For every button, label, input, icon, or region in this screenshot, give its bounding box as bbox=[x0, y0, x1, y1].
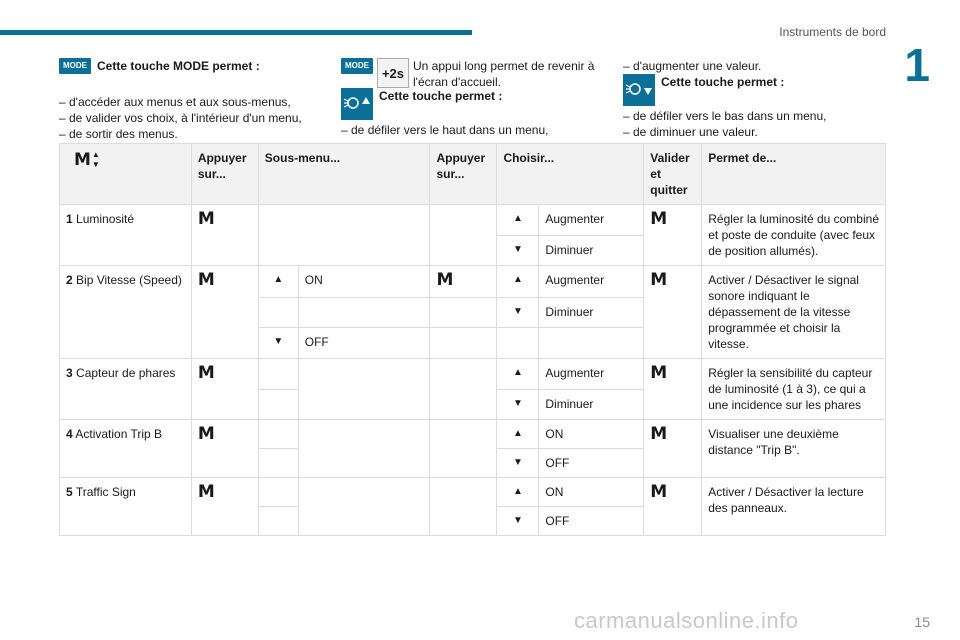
long-press-2s-icon: +2s bbox=[377, 58, 409, 88]
down-arrow-icon: ▼ bbox=[497, 449, 539, 478]
submenu-label: OFF bbox=[298, 328, 430, 359]
settings-table bbox=[59, 143, 886, 536]
m-button-icon: M bbox=[191, 205, 258, 266]
table-row bbox=[60, 478, 886, 507]
up-arrow-icon: ▲ bbox=[497, 266, 539, 298]
m-button-icon: M bbox=[191, 478, 258, 536]
row-description: Activer / Désactiver la lecture des panneaux. bbox=[702, 478, 886, 536]
up-arrow-icon: ▲ bbox=[497, 359, 539, 390]
m-button-icon: M bbox=[644, 359, 702, 420]
table-row bbox=[60, 266, 886, 298]
row-label: 1 Luminosité bbox=[60, 205, 192, 266]
mode-button-icon: MODE bbox=[59, 58, 91, 74]
header-press-2: Appuyer sur... bbox=[430, 144, 497, 205]
row-description: Régler la sensibilité du capteur de luminosité (1 à 3), ce qui a une incidence sur les phares bbox=[702, 359, 886, 420]
long-press-text: Un appui long permet de revenir à l'écran d'accueil. bbox=[413, 59, 595, 89]
mode-up-down-icon: M ▲ ▼ bbox=[74, 150, 100, 170]
column-3-heading: Cette touche permet : bbox=[661, 75, 785, 89]
choice-label: ON bbox=[539, 478, 644, 507]
row-label: 3 Capteur de phares bbox=[60, 359, 192, 420]
m-button-icon: M bbox=[430, 266, 497, 298]
header-press: Appuyer sur... bbox=[191, 144, 258, 205]
lighting-up-icon bbox=[341, 88, 373, 120]
row-description: Activer / Désactiver le signal sonore indiquant le dépassement de la vitesse programmée et choisir la vitesse. bbox=[702, 266, 886, 359]
m-button-icon: M bbox=[644, 420, 702, 478]
submenu-label: ON bbox=[298, 266, 430, 298]
down-arrow-icon: ▼ bbox=[497, 235, 539, 266]
row-description: Visualiser une deuxième distance "Trip B". bbox=[702, 420, 886, 478]
page-number: 15 bbox=[914, 614, 930, 630]
list-item: – de défiler vers le haut dans un menu, bbox=[341, 123, 549, 137]
choice-label: OFF bbox=[539, 507, 644, 536]
column-3 bbox=[623, 58, 883, 140]
column-1 bbox=[59, 58, 309, 142]
choice-label: ON bbox=[539, 420, 644, 449]
table-header-row bbox=[60, 144, 886, 205]
choice-label: Augmenter bbox=[539, 359, 644, 390]
choice-label: Diminuer bbox=[539, 235, 644, 266]
m-button-icon: M bbox=[191, 359, 258, 420]
choice-label: Augmenter bbox=[539, 205, 644, 236]
mode-button-icon: MODE bbox=[341, 58, 373, 74]
list-item: – d'accéder aux menus et aux sous-menus, bbox=[59, 95, 291, 109]
list-item: – de sortir des menus. bbox=[59, 127, 178, 141]
list-item: – de valider vos choix, à l'intérieur d'un menu, bbox=[59, 111, 302, 125]
m-button-icon: M bbox=[644, 205, 702, 266]
watermark: carmanualsonline.info bbox=[574, 608, 799, 633]
down-arrow-icon: ▼ bbox=[497, 389, 539, 420]
up-arrow-icon: ▲ bbox=[497, 205, 539, 236]
header-allows: Permet de... bbox=[702, 144, 886, 205]
row-label: 5 Traffic Sign bbox=[60, 478, 192, 536]
chapter-number: 1 bbox=[904, 39, 930, 91]
header-icon-cell bbox=[60, 144, 192, 205]
header-submenu: Sous-menu... bbox=[258, 144, 430, 205]
column-2-heading: Cette touche permet : bbox=[379, 89, 503, 103]
table-row bbox=[60, 359, 886, 390]
table-row bbox=[60, 205, 886, 236]
list-item: – d'augmenter une valeur. bbox=[623, 59, 762, 73]
m-button-icon: M bbox=[191, 420, 258, 478]
list-item: – de diminuer une valeur. bbox=[623, 125, 758, 139]
m-button-icon: M bbox=[191, 266, 258, 359]
table-row bbox=[60, 420, 886, 449]
choice-label: Diminuer bbox=[539, 297, 644, 328]
down-arrow-icon: ▼ bbox=[258, 328, 298, 359]
up-arrow-icon: ▲ bbox=[497, 420, 539, 449]
m-button-icon: M bbox=[644, 478, 702, 536]
choice-label: Diminuer bbox=[539, 389, 644, 420]
column-1-heading: Cette touche MODE permet : bbox=[97, 59, 260, 73]
row-label: 2 Bip Vitesse (Speed) bbox=[60, 266, 192, 359]
header-choose: Choisir... bbox=[497, 144, 644, 205]
column-2 bbox=[341, 58, 611, 138]
choice-label: Augmenter bbox=[539, 266, 644, 298]
up-arrow-icon: ▲ bbox=[497, 478, 539, 507]
down-arrow-icon: ▼ bbox=[497, 297, 539, 328]
m-button-icon: M bbox=[644, 266, 702, 359]
header-bar bbox=[0, 30, 472, 35]
row-label: 4 Activation Trip B bbox=[60, 420, 192, 478]
lighting-down-icon bbox=[623, 74, 655, 106]
section-title: Instruments de bord bbox=[779, 25, 886, 39]
up-arrow-icon: ▲ bbox=[258, 266, 298, 298]
row-description: Régler la luminosité du combiné et poste de conduite (avec feux de position allumés). bbox=[702, 205, 886, 266]
list-item: – de défiler vers le bas dans un menu, bbox=[623, 109, 827, 123]
header-validate: Valider et quitter bbox=[644, 144, 702, 205]
down-arrow-icon: ▼ bbox=[497, 507, 539, 536]
choice-label: OFF bbox=[539, 449, 644, 478]
